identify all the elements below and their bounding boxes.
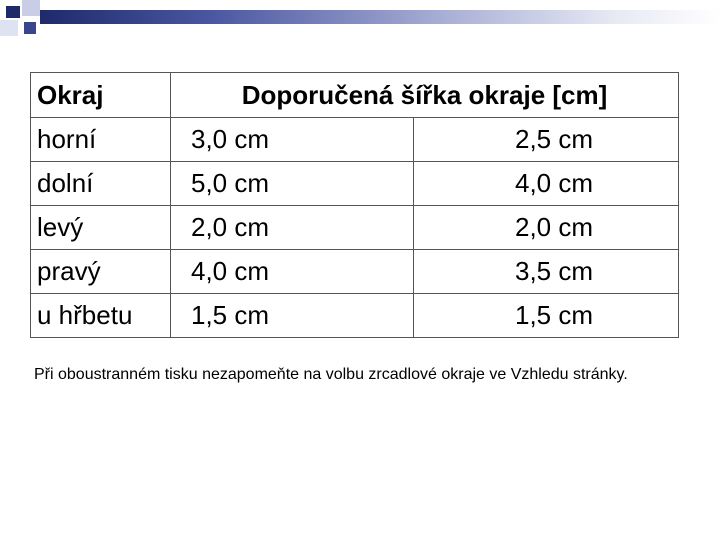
row-value-b: 3,5 cm xyxy=(414,250,679,294)
row-value-a: 5,0 cm xyxy=(171,162,414,206)
margins-table xyxy=(30,72,679,338)
table-row xyxy=(31,250,679,294)
decor-square xyxy=(22,0,40,16)
row-value-b: 2,0 cm xyxy=(414,206,679,250)
row-value-a: 4,0 cm xyxy=(171,250,414,294)
decor-square xyxy=(24,22,36,34)
row-label: dolní xyxy=(31,162,171,206)
row-value-a: 2,0 cm xyxy=(171,206,414,250)
row-label: horní xyxy=(31,118,171,162)
table-row xyxy=(31,162,679,206)
row-label: pravý xyxy=(31,250,171,294)
header-okraj: Okraj xyxy=(31,73,171,118)
decor-square xyxy=(0,20,18,36)
table-row xyxy=(31,206,679,250)
table-header-row xyxy=(31,73,679,118)
footnote-text: Při oboustranném tisku nezapomeňte na volbu zrcadlové okraje ve Vzhledu stránky. xyxy=(34,366,628,383)
decorative-header-band xyxy=(0,0,720,40)
row-label: levý xyxy=(31,206,171,250)
row-value-b: 1,5 cm xyxy=(414,294,679,338)
table-row xyxy=(31,118,679,162)
table-row xyxy=(31,294,679,338)
row-value-b: 2,5 cm xyxy=(414,118,679,162)
row-value-b: 4,0 cm xyxy=(414,162,679,206)
row-label: u hřbetu xyxy=(31,294,171,338)
header-doporucena-sirka: Doporučená šířka okraje [cm] xyxy=(171,73,679,118)
decor-gradient-bar xyxy=(40,10,720,24)
decor-square xyxy=(6,6,20,18)
row-value-a: 1,5 cm xyxy=(171,294,414,338)
row-value-a: 3,0 cm xyxy=(171,118,414,162)
